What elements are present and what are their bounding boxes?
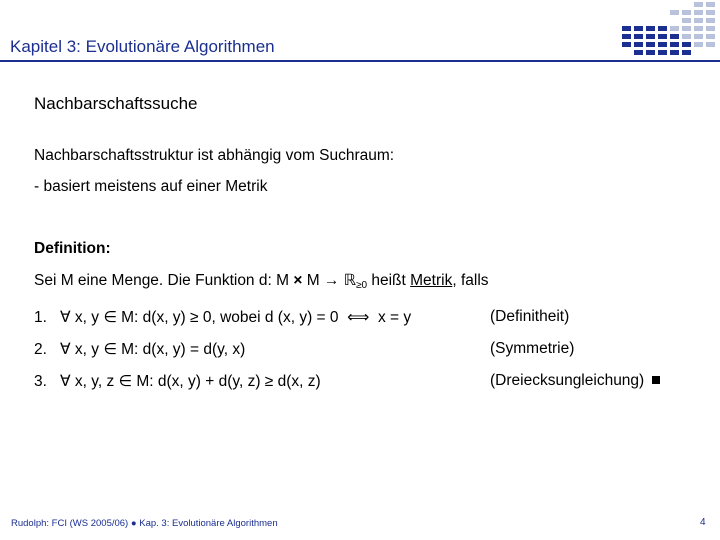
property-number: 2.: [34, 341, 47, 358]
definition-heading: Definition:: [34, 240, 111, 257]
header-divider: [0, 60, 720, 62]
property-number: 1.: [34, 309, 47, 326]
property-label-text: (Dreiecksungleichung): [490, 372, 645, 389]
property-number: 3.: [34, 373, 47, 390]
nonnegative-subscript: ≥0: [356, 280, 368, 291]
university-grid-logo-icon: [612, 0, 720, 62]
property-item-3: [34, 372, 321, 391]
property-formula: ∀ x, y, z ∈ M: d(x, y) + d(y, z) ≥ d(x, z): [60, 373, 321, 390]
page-number: 4: [700, 517, 706, 528]
property-formula: ∀ x, y ∈ M: d(x, y) ≥ 0, wobei d (x, y) = 0 ⟺ x = y: [60, 309, 412, 326]
footer-text: Rudolph: FCI (WS 2005/06) ● Kap. 3: Evolutionäre Algorithmen: [11, 518, 278, 529]
definition-middle: M → ℝ: [302, 272, 356, 289]
definition-heisst: heißt: [367, 272, 411, 289]
cartesian-product-symbol: ×: [293, 272, 303, 289]
definition-prefix: Sei M eine Menge. Die Funktion d: M: [34, 272, 294, 289]
slide-title: Kapitel 3: Evolutionäre Algorithmen: [10, 37, 275, 56]
metric-term: Metrik: [410, 272, 453, 289]
property-item-1: [34, 308, 411, 327]
property-label-dreiecksungleichung: [490, 372, 660, 390]
property-formula: ∀ x, y ∈ M: d(x, y) = d(y, x): [60, 341, 246, 358]
end-of-proof-square-icon: [652, 376, 660, 384]
definition-suffix: , falls: [452, 272, 489, 289]
section-title: Nachbarschaftssuche: [34, 94, 198, 113]
definition-text: [34, 271, 489, 291]
property-item-2: [34, 340, 245, 359]
bullet-text: - basiert meistens auf einer Metrik: [34, 178, 268, 195]
property-label-symmetrie: (Symmetrie): [490, 340, 575, 357]
intro-text: Nachbarschaftsstruktur ist abhängig vom Suchraum:: [34, 147, 395, 164]
property-label-definitheit: (Definitheit): [490, 308, 570, 325]
